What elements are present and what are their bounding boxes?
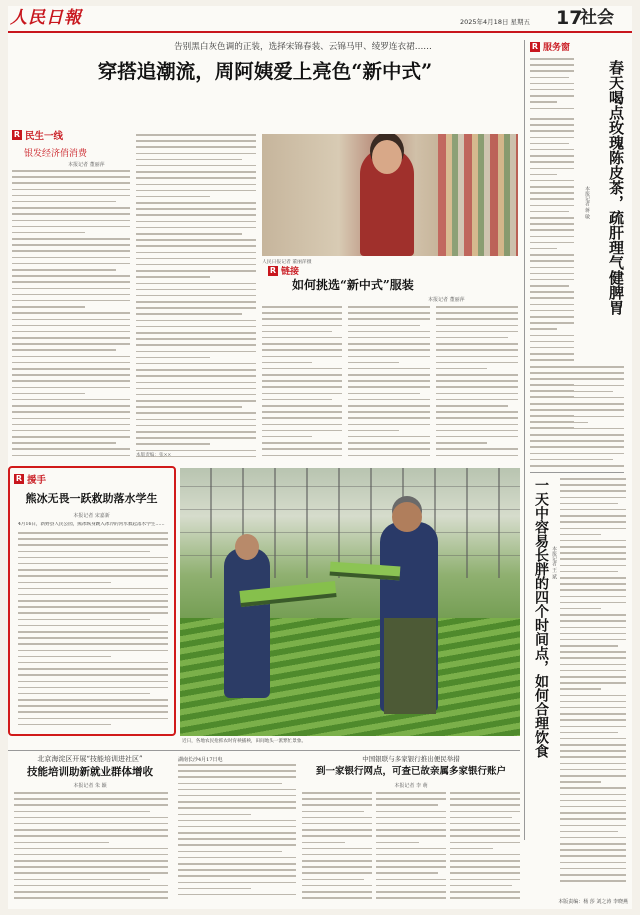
lead-kicker: 告别黑白灰色调的正装，选择宋锦春装、云锦马甲、绫罗连衣裙……	[174, 42, 432, 52]
link-body-col3	[436, 306, 518, 458]
b1-body	[14, 792, 168, 902]
logo: 人民日報	[10, 8, 82, 28]
farm-photo	[180, 468, 520, 736]
rescue-tag-label: 援手	[27, 475, 47, 486]
rescue-headline: 熊冰无畏一跃救助落水学生	[25, 492, 158, 505]
lead-footnote: 本版责编：张××	[136, 453, 172, 458]
b1-headline: 技能培训助新就业群体增收	[27, 766, 153, 778]
column-subtitle: 银发经济俏消费	[24, 149, 88, 159]
newspaper-page	[8, 6, 632, 909]
rescue-byline: 本报记者 宋嘉新	[73, 513, 110, 519]
section-name: 社会	[580, 8, 614, 28]
lead-photo-face	[372, 140, 402, 174]
link-tag-icon: R	[269, 265, 277, 275]
b1-byline: 本报记者 朱 颖	[73, 783, 107, 789]
rescue-body	[18, 532, 168, 728]
column-tag-label: 民生一线	[25, 131, 64, 142]
lead-photo	[262, 134, 518, 256]
masthead	[8, 6, 632, 32]
rescue-box	[8, 466, 176, 736]
link-headline: 如何挑选“新中式”服装	[292, 278, 414, 292]
farmer-right-head	[392, 502, 422, 532]
rescue-lead-text: 4月16日，新野县人民公园，熊冰纵身跳入冰冷的河水救起落水学生……	[18, 522, 165, 527]
service-headline: 春天喝点玫瑰陈皮茶，疏肝理气健脾胃	[607, 60, 625, 315]
link-body-col2	[348, 306, 430, 458]
farmer-left	[224, 548, 270, 698]
b2-headline: 湖南长沙4月17日电	[178, 757, 223, 763]
page-number: 17	[556, 7, 583, 29]
b3-headline: 到一家银行网点，可查已故亲属多家银行账户	[315, 766, 506, 777]
link-tag-label: 链接	[281, 267, 300, 277]
b1-kicker: 北京海淀区开展“技能培训进社区”	[37, 755, 143, 763]
service-tag	[530, 40, 570, 53]
farmer-right-legs	[384, 618, 436, 714]
b3-body-col2	[376, 792, 446, 902]
column-tag	[12, 128, 63, 142]
service-byline: 本报记者 蒋 敏	[584, 186, 590, 220]
lead-body-col1	[12, 170, 130, 460]
bottom-rule	[8, 750, 520, 751]
column-tag-icon: R	[13, 130, 21, 139]
lead-photo-caption: 人民日报记者 董丽萍摄	[262, 260, 312, 265]
service-tag-label: 服务窗	[543, 43, 571, 53]
service-tag-icon: R	[531, 41, 539, 51]
link-box-tag	[268, 264, 299, 277]
link-byline: 本报记者 董丽萍	[428, 297, 465, 303]
service-divider	[530, 472, 624, 473]
service-intro	[530, 58, 574, 114]
masthead-rule	[8, 31, 632, 33]
b3-body-col3	[450, 792, 520, 902]
lead-headline: 穿搭追潮流，周阿姨爱上亮色“新中式”	[97, 60, 433, 83]
farm-photo-caption: 近日，各地农民抢抓农时育秧插秧，田间地头一派繁忙景象。	[182, 739, 307, 744]
lead-byline: 本报记者 董丽萍	[68, 162, 105, 168]
b2-body	[178, 764, 296, 902]
service-byline-2: 本报记者 王 斌	[551, 546, 557, 580]
rescue-tag-icon: R	[15, 474, 23, 483]
lead-photo-racks	[438, 134, 518, 256]
page-editors: 本版责编：杨 莎 刘之涛 李晓燕	[558, 899, 628, 905]
rescue-tag	[14, 472, 46, 486]
link-body-col1	[262, 306, 342, 458]
service-body-col2	[530, 366, 624, 470]
b3-kicker: 中国银联与多家银行推出便民举措	[362, 755, 460, 763]
b3-byline: 本报记者 李 萌	[394, 783, 428, 789]
service-headline-2: 一天中容易长胖的四个时间点，如何合理饮食	[533, 478, 549, 758]
service2-body	[560, 478, 626, 888]
issue-date: 2025年4月18日 星期五	[460, 18, 531, 26]
b3-body-col1	[302, 792, 372, 902]
farmer-left-head	[235, 534, 259, 560]
lead-body-col2	[136, 134, 256, 460]
